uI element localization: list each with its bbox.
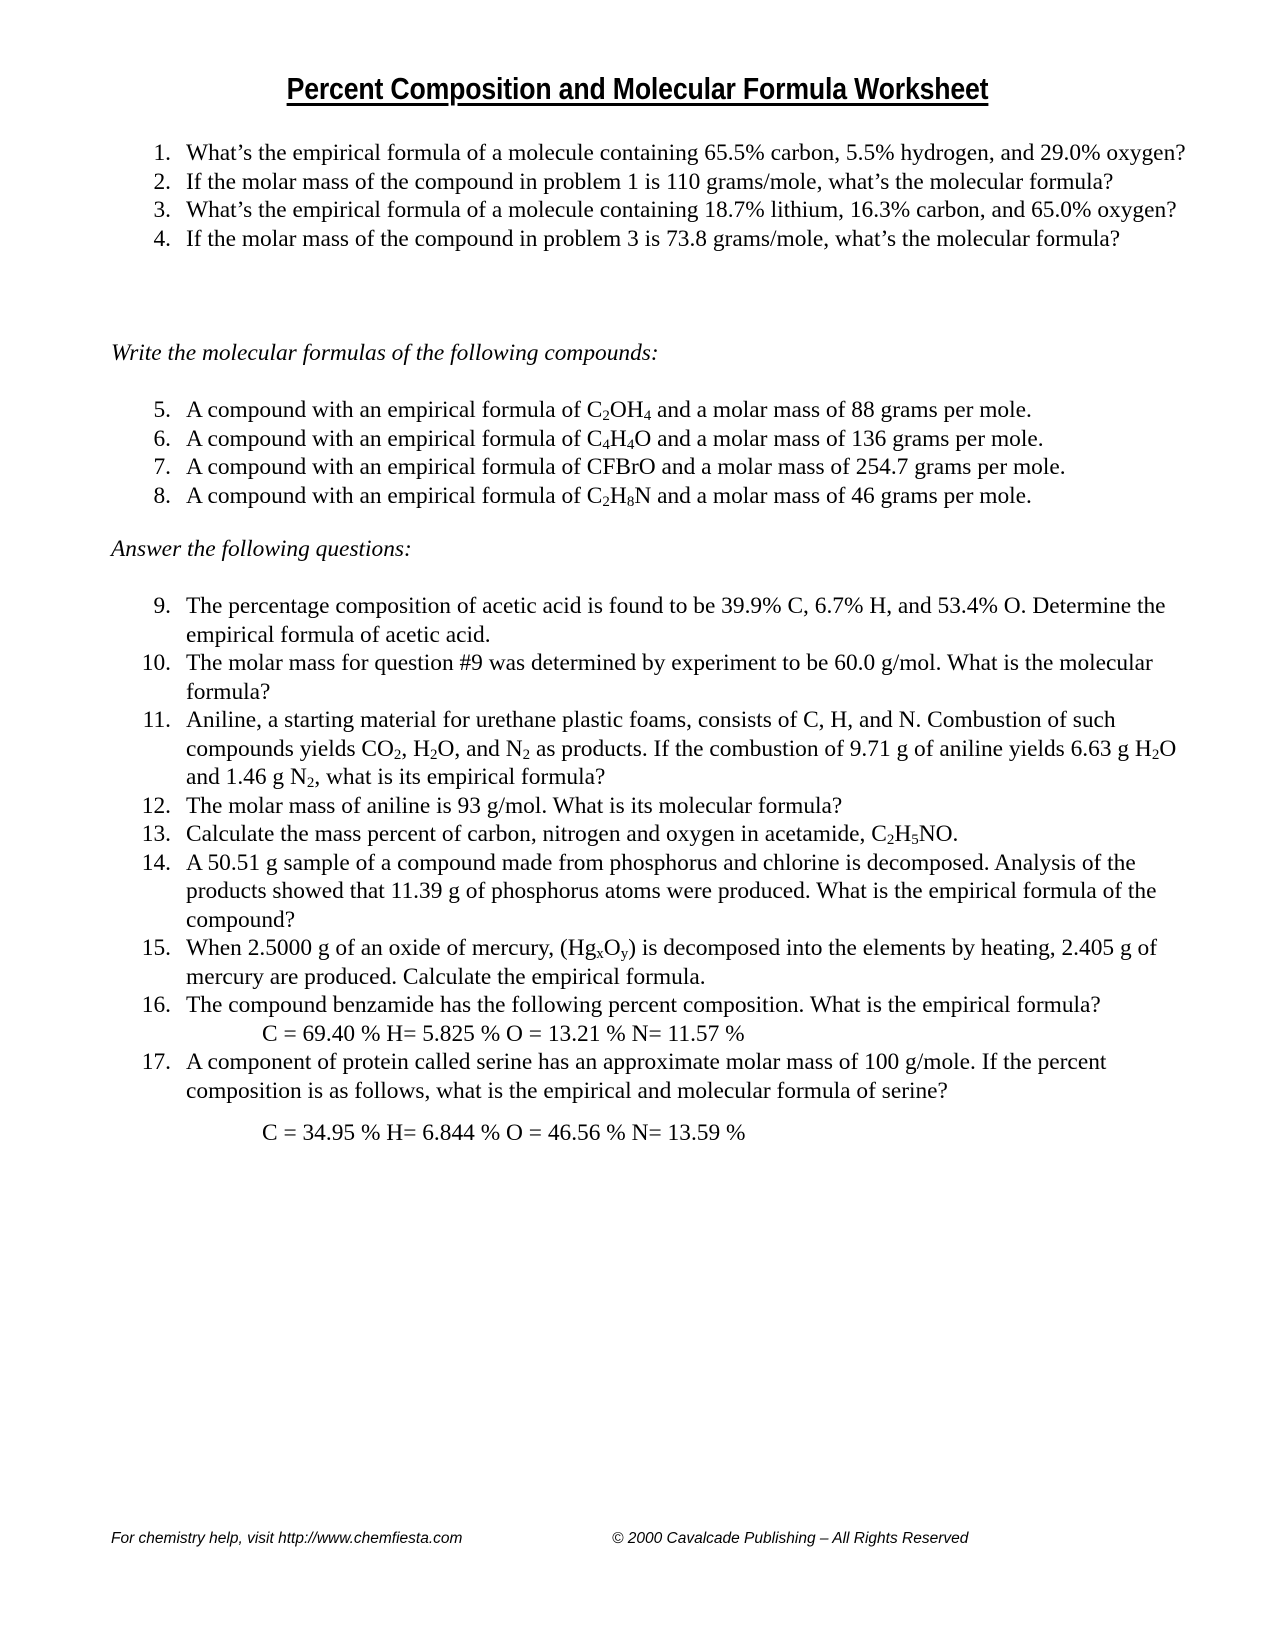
question-number: 6. xyxy=(153,425,171,452)
question-item xyxy=(0,991,1275,1048)
formula-part: H xyxy=(894,821,912,847)
question-text: O and 1.46 g N xyxy=(186,735,1177,790)
question-number: 14. xyxy=(141,849,171,876)
formula-subscript: 2 xyxy=(1151,746,1160,763)
question-text: , what is its empirical formula? xyxy=(314,764,606,790)
question-text: What’s the empirical formula of a molecule containing 65.5% carbon, 5.5% hydrogen, and 29.0% oxygen? xyxy=(186,140,1186,166)
question-text: , H xyxy=(401,735,431,762)
formula-part: C xyxy=(586,482,603,509)
formula-subscript: 2 xyxy=(886,832,895,848)
question-item xyxy=(0,849,1275,935)
question-text: and a molar mass of 88 grams per mole. xyxy=(651,397,1032,423)
question-text: When 2.5000 g of an oxide of mercury, (Hg xyxy=(186,935,597,961)
question-text: A compound with an empirical formula of CFBrO and a molar mass of 254.7 grams per mole. xyxy=(186,454,1066,480)
formula-subscript: 2 xyxy=(306,775,315,791)
question-number: 2. xyxy=(153,168,171,195)
question-text: The molar mass for question #9 was determined by experiment to be 60.0 g/mol. What is the molecular formula? xyxy=(186,650,1153,705)
question-item xyxy=(0,649,1275,706)
question-item xyxy=(0,792,1275,821)
section-heading-answer-questions: Answer the following questions: xyxy=(111,536,412,562)
formula-subscript: 2 xyxy=(522,746,531,763)
formula-subscript: 8 xyxy=(626,493,635,510)
question-number: 4. xyxy=(153,225,171,252)
formula-subscript: 2 xyxy=(430,746,438,763)
question-list-2 xyxy=(0,396,1275,510)
question-number: 15. xyxy=(141,935,171,961)
question-text: A compound with an empirical formula of xyxy=(186,397,587,423)
question-number: 5. xyxy=(153,397,171,423)
question-item xyxy=(0,453,1275,482)
question-number: 3. xyxy=(153,197,171,223)
formula-part: O xyxy=(634,425,652,452)
question-item xyxy=(0,139,1275,168)
question-text: Aniline, a starting material for urethane plastic foams, consists of C, H, and N. Combustion of such compounds yields CO xyxy=(186,707,1116,762)
question-text: A compound with an empirical formula of xyxy=(186,425,587,452)
question-item xyxy=(0,934,1275,991)
question-text: A 50.51 g sample of a compound made from phosphorus and chlorine is decomposed. Analysis of the products showed that 11.39 g of phosphorus atoms were produced. What is the empirical formula of the compound? xyxy=(186,849,1157,933)
question-text: as products. If the combustion of 9.71 g of aniline yields 6.63 g H xyxy=(530,735,1152,762)
question-item xyxy=(0,196,1275,225)
formula-subscript: 2 xyxy=(602,408,610,424)
formula-part: N xyxy=(634,482,652,509)
question-item xyxy=(0,1048,1275,1148)
question-number: 7. xyxy=(153,454,171,480)
formula-part: NO. xyxy=(918,821,959,847)
question-text: A compound with an empirical formula of xyxy=(186,482,587,509)
formula-part: H xyxy=(609,482,627,509)
question-item xyxy=(0,820,1275,849)
footer-help-link-text: For chemistry help, visit http://www.chemfiesta.com xyxy=(111,1530,463,1547)
question-text: The compound benzamide has the following percent composition. What is the empirical formula? xyxy=(186,992,1101,1018)
formula-part: OH xyxy=(609,397,644,423)
page-title: Percent Composition and Molecular Formula Worksheet xyxy=(286,71,989,106)
formula-subscript: 4 xyxy=(643,408,652,424)
question-list-1 xyxy=(0,139,1275,253)
formula-subscript: y xyxy=(620,946,629,962)
formula-subscript: 4 xyxy=(626,436,635,453)
question-number: 12. xyxy=(141,792,171,819)
footer-copyright: © 2000 Cavalcade Publishing – All Rights Reserved xyxy=(612,1530,969,1547)
formula-subscript: 2 xyxy=(602,493,610,510)
section-heading-molecular-formulas: Write the molecular formulas of the following compounds: xyxy=(111,340,659,366)
question-number: 16. xyxy=(141,992,171,1018)
formula-part: C xyxy=(586,425,603,452)
question-item xyxy=(0,706,1275,792)
question-list-3 xyxy=(0,592,1275,1148)
question-text: What’s the empirical formula of a molecule containing 18.7% lithium, 16.3% carbon, and 65.0% oxygen? xyxy=(186,197,1177,223)
question-item xyxy=(0,396,1275,425)
question-text: If the molar mass of the compound in problem 3 is 73.8 grams/mole, what’s the molecular formula? xyxy=(186,225,1121,252)
question-item xyxy=(0,482,1275,511)
formula-subscript: 2 xyxy=(393,746,402,763)
question-text: ) is decomposed into the elements by heating, 2.405 g of mercury are produced. Calculate the empirical formula. xyxy=(186,935,1157,990)
question-number: 11. xyxy=(142,707,171,733)
formula-subscript: x xyxy=(596,946,604,962)
formula-part: O xyxy=(603,935,621,961)
question-text: Calculate the mass percent of carbon, nitrogen and oxygen in acetamide, C xyxy=(186,821,887,847)
formula-part: C xyxy=(586,397,603,423)
question-text: O, and N xyxy=(437,735,523,762)
question-number: 1. xyxy=(153,140,171,166)
question-text: and a molar mass of 46 grams per mole. xyxy=(651,482,1032,509)
question-item xyxy=(0,425,1275,454)
question-number: 17. xyxy=(141,1049,171,1075)
question-item xyxy=(0,592,1275,649)
question-number: 9. xyxy=(153,593,171,619)
question-text: The percentage composition of acetic acid is found to be 39.9% C, 6.7% H, and 53.4% O. Determine the empirical formula of acetic acid. xyxy=(186,593,1166,648)
formula-part: H xyxy=(609,425,627,452)
formula-subscript: 4 xyxy=(602,436,610,453)
question-number: 10. xyxy=(141,650,171,676)
question-text: and a molar mass of 136 grams per mole. xyxy=(651,425,1044,452)
question-text: The molar mass of aniline is 93 g/mol. What is its molecular formula? xyxy=(186,792,843,819)
question-item xyxy=(0,225,1275,254)
question-text: A component of protein called serine has an approximate molar mass of 100 g/mole. If the percent composition is as follows, what is the empirical and molecular formula of serine? xyxy=(186,1049,1107,1104)
question-number: 13. xyxy=(141,821,171,847)
percent-composition-line: C = 69.40 % H= 5.825 % O = 13.21 % N= 11.57 % xyxy=(262,1020,745,1047)
question-number: 8. xyxy=(153,482,171,509)
formula-subscript: 5 xyxy=(911,832,919,848)
percent-composition-line: C = 34.95 % H= 6.844 % O = 46.56 % N= 13.59 % xyxy=(262,1120,746,1146)
question-text: If the molar mass of the compound in problem 1 is 110 grams/mole, what’s the molecular formula? xyxy=(186,168,1114,195)
question-item xyxy=(0,168,1275,197)
